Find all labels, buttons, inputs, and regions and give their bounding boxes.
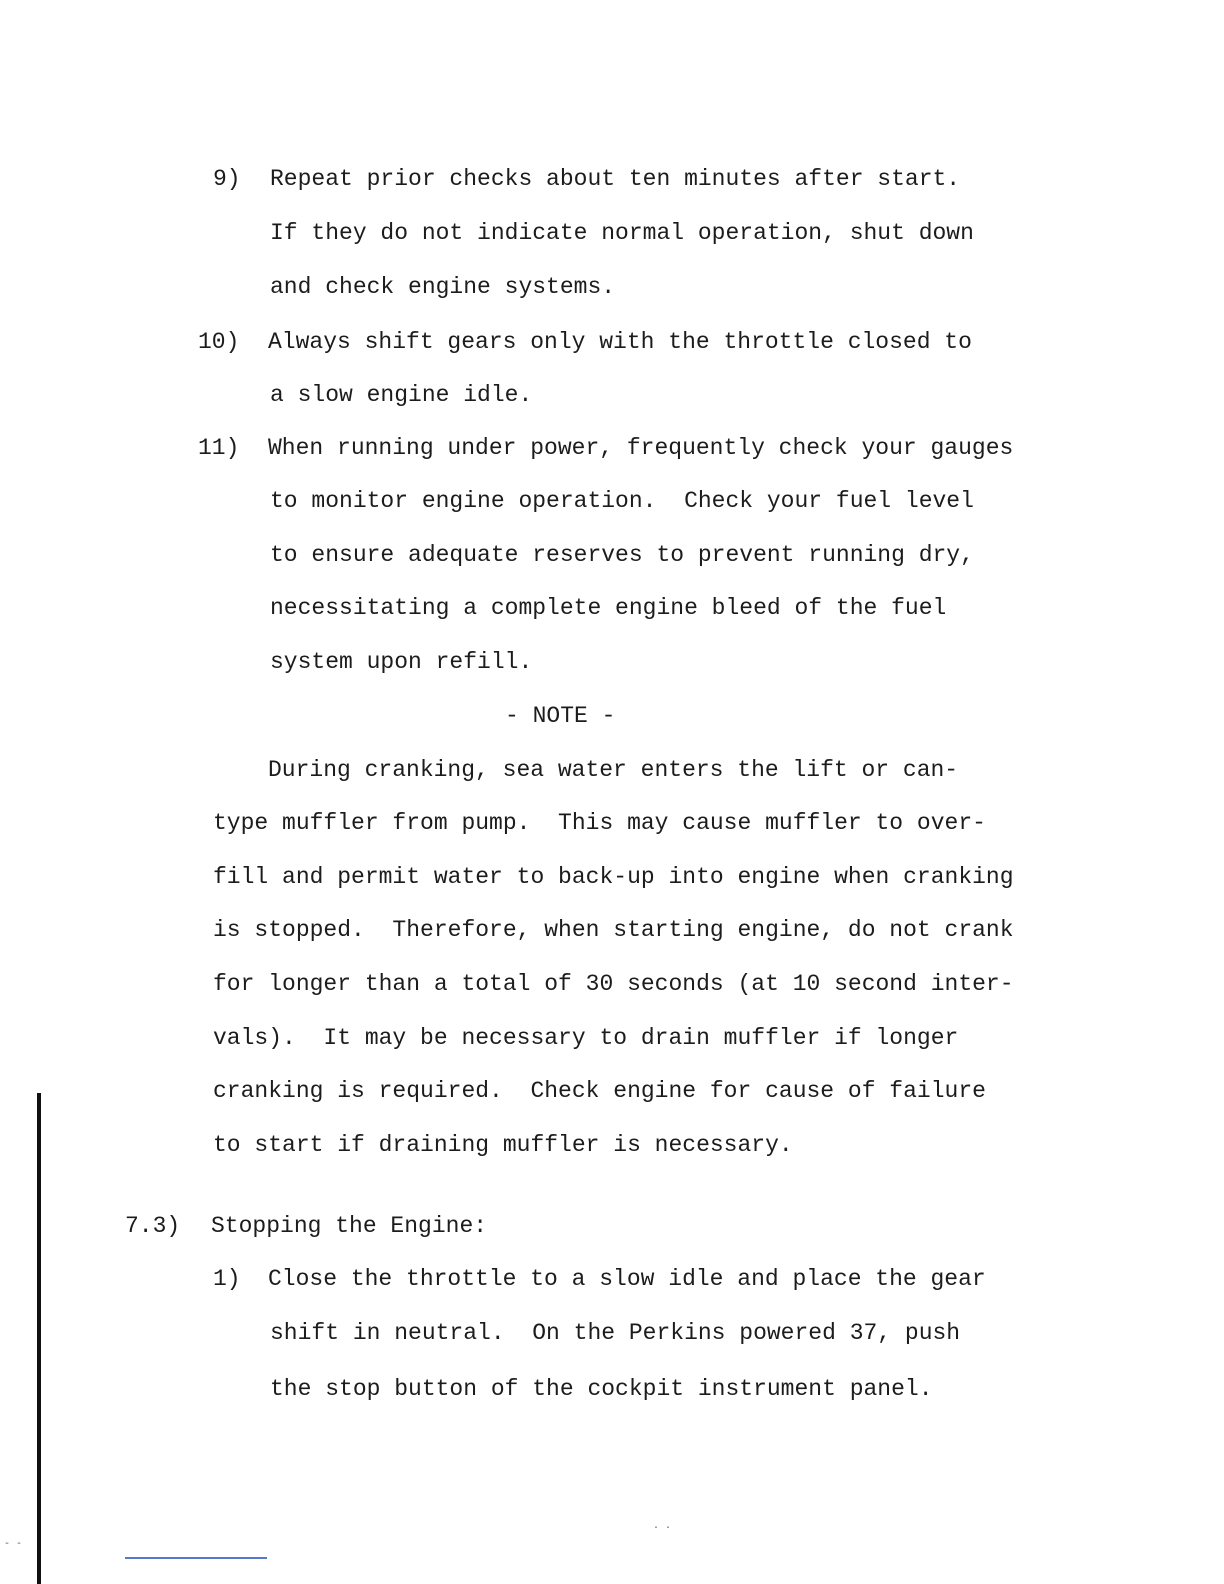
item-number: 1) xyxy=(213,1266,241,1292)
note-text-line: During cranking, sea water enters the lift or can- xyxy=(268,757,959,783)
item-text-line: system upon refill. xyxy=(270,649,533,675)
section-title: Stopping the Engine: xyxy=(211,1213,488,1239)
item-text-line: Repeat prior checks about ten minutes after start. xyxy=(270,166,961,192)
item-text-line: a slow engine idle. xyxy=(270,382,533,408)
item-text-line: to monitor engine operation. Check your fuel level xyxy=(270,488,974,514)
note-text-line: type muffler from pump. This may cause muffler to over- xyxy=(213,810,986,836)
note-text-line: vals). It may be necessary to drain muffler if longer xyxy=(213,1025,959,1051)
note-text-line: cranking is required. Check engine for cause of failure xyxy=(213,1078,986,1104)
item-number: 10) xyxy=(198,329,240,355)
note-text-line: fill and permit water to back-up into engine when cranking xyxy=(213,864,1014,890)
item-text-line: When running under power, frequently check your gauges xyxy=(268,435,1014,461)
footer-speck: . . xyxy=(653,1521,672,1532)
section-number: 7.3) xyxy=(125,1213,181,1239)
item-number: 11) xyxy=(198,435,240,461)
note-heading: - NOTE - xyxy=(505,703,616,729)
note-text-line: for longer than a total of 30 seconds (at 10 second inter- xyxy=(213,971,1014,997)
item-text-line: Always shift gears only with the throttle closed to xyxy=(268,329,972,355)
item-text-line: to ensure adequate reserves to prevent running dry, xyxy=(270,542,974,568)
item-text-line: and check engine systems. xyxy=(270,274,616,300)
footer-rule xyxy=(125,1557,267,1559)
item-text-line: necessitating a complete engine bleed of the fuel xyxy=(270,595,947,621)
note-text-line: is stopped. Therefore, when starting engine, do not crank xyxy=(213,917,1014,943)
note-text-line: to start if draining muffler is necessary. xyxy=(213,1132,793,1158)
margin-dashes: - - xyxy=(4,1539,23,1550)
item-text-line: the stop button of the cockpit instrument panel. xyxy=(270,1376,933,1402)
item-text-line: shift in neutral. On the Perkins powered 37, push xyxy=(270,1320,961,1346)
item-text-line: If they do not indicate normal operation, shut down xyxy=(270,220,974,246)
item-number: 9) xyxy=(213,166,241,192)
item-text-line: Close the throttle to a slow idle and place the gear xyxy=(268,1266,986,1292)
margin-change-bar xyxy=(37,1093,41,1584)
